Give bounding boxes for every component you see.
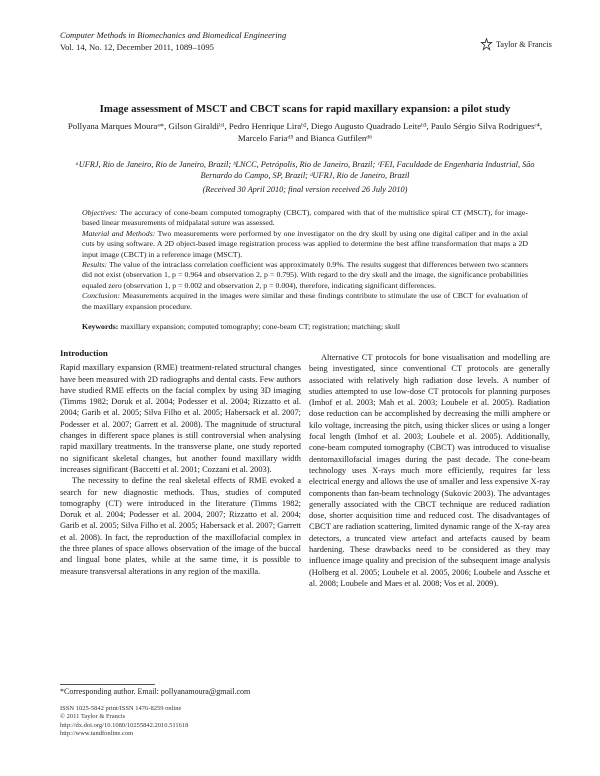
methods-label: Material and Methods: — [82, 228, 156, 238]
publisher-logo — [480, 38, 552, 51]
section-heading-introduction: Introduction — [60, 348, 108, 358]
objectives-label: Objectives: — [82, 208, 118, 217]
results-label: Results: — [82, 260, 108, 270]
journal-issue: Vol. 14, No. 12, December 2011, 1089–1095 — [60, 41, 214, 52]
intro-paragraph-3: Alternative CT protocols for bone visualisation and modelling are being investigated, since conventional CT protocols are generally associated with relatively high radiation dose levels. A number of studies attempted to use low-dose CT protocols for planning purposes (Imhof et al. 2003; Mah et al. 2003; Loubele et al. 2005). Radiation dose reduction can be accomplished by decreasing the milli amphere or kilo voltage, increasing the pitch, using thicker slices or using a longer focal length (Imhof et al. 2003; Loubele et al. 2005). Additionally, cone-beam computed tomography (CBCT) was introduced to visualise dentomaxillofacial images during the past decade. The cone-beam technology uses X-rays much more efficiently, requires far less electrical energy and allows the use of smaller and less expensive X-ray components than fan-beam technology (Sukovic 2003). The advantages generally associated with the CBCT technique are reduced radiation dose, shorter acquisition time and reduced cost. The disadvantages of CBCT are radiation scattering, limited dynamic range of the X-ray area detectors, a truncated view artefact and artefacts caused by beam hardening. These drawbacks need to be considered as they may influence image quality and precision of the subsequent image analysis (Holberg et al. 2005; Loubele et al. 2005, 2006; Loubele and Assche et al. 2008; Loubele and Maes et al. 2008; Vos et al. 2009). — [309, 353, 551, 588]
taylor-francis-logo-icon — [480, 38, 493, 51]
right-column — [309, 352, 550, 589]
abstract-results — [82, 260, 528, 291]
results-text: The value of the intraclass correlation coefficient was approximately 0.9%. The results suggest that differences between two scanners did not exist (observation 1, p = 0.964 and observation 2, p = 0.795). With regard to the dry skull and the image, the significance probabilities equaled zero (observation 1, p = 0.002 and observation 2, p = 0.004), therefore, indicating significant differences. — [82, 260, 528, 290]
keywords-label: Keywords: — [82, 322, 119, 331]
abstract-methods — [82, 229, 528, 260]
left-column — [60, 348, 301, 577]
copyright: © 2011 Taylor & Francis — [60, 713, 126, 721]
journal-name: Computer Methods in Biomechanics and Biomedical Engineering — [60, 30, 287, 40]
objectives-text: The accuracy of cone-beam computed tomography (CBCT), compared with that of the multislice spiral CT (MSCT), for image-based linear measurements of midpalatal suture was assessed. — [82, 208, 528, 228]
conclusion-text: Measurements acquired in the images were similar and these findings contribute to stimulate the use of CBCT for evaluation of the maxillary expansion procedure. — [82, 291, 528, 311]
corresponding-author-footnote: *Corresponding author. Email: pollyanamoura@gmail.com — [60, 687, 251, 696]
author-list: Pollyana Marques Mouraᵃ*, Gilson Giraldiᵇ¹, Pedro Henrique Liraᵇ², Diego Augusto Quadrado Leiteᵇ³, Paulo Sérgio Silva Rodriguesᶜ⁴, Marcelo Fariaᵈ⁵ and Bianca Gutfilenᵈ⁶ — [67, 121, 543, 144]
publication-meta — [60, 705, 188, 738]
intro-paragraph-1: Rapid maxillary expansion (RME) treatment-related structural changes have been measured with 2D radiographs and dental casts. Few authors have studied RME effects on the facial complex by using 3D imaging (Timms 1982; Doruk et al. 2004; Podesser et al. 2004; Rizzatto et al. 2004; Garib et al. 2005; Silva Filho et al. 2005; Habersack et al. 2007; Podesser et al. 2007; Garrett et al. 2008). The magnitude of structural changes in different space planes is still controversial when analysing rapid maxillary treatments. In the transverse plane, one study reported no significant skeletal changes, but another found maxillary width increases significant (Baccetti et al. 2001; Cozzani et al. 2003). — [60, 363, 301, 474]
abstract-objectives — [82, 208, 528, 229]
affiliations: ᵃUFRJ, Rio de Janeiro, Rio de Janeiro, Brazil; ᵇLNCC, Petrópolis, Rio de Janeiro, Brazil; ᶜFEI, Faculdade de Engenharia Industrial, São Bernardo do Campo, SP, Brazil; ᵈUFRJ, Rio de Janeiro, Brazil — [75, 160, 535, 181]
abstract — [82, 208, 528, 312]
keywords-text: maxillary expansion; computed tomography; cone-beam CT; registration; matching; skull — [118, 322, 401, 331]
intro-paragraph-2: The necessity to define the real skeletal effects of RME evoked a search for new diagnostic methods. Thus, studies of computed tomography (CT) were introduced in the literature (Timms 1982; Doruk et al. 2004; Podesser et al. 2004, 2007; Rizzatto et al. 2004; Garib et al. 2005; Silva Filho et al. 2005; Habersack et al. 2007; Garrett et al. 2008). In fact, the reproduction of the maxillofacial complex in the three planes of space allows observation of the image of the buccal and lingual bone plates, while at the same time, it is possible to measure transversal alterations in any region of the maxilla. — [60, 476, 301, 576]
publisher-name: Taylor & Francis — [496, 40, 552, 49]
publisher-url-link[interactable]: http://www.tandfonline.com — [60, 729, 134, 737]
conclusion-label: Conclusion: — [82, 291, 121, 301]
issn: ISSN 1025-5842 print/ISSN 1476-8259 online — [60, 705, 182, 712]
paper-title: Image assessment of MSCT and CBCT scans for rapid maxillary expansion: a pilot study — [99, 103, 511, 115]
keywords — [82, 322, 528, 332]
footnote-divider — [60, 684, 155, 685]
doi-link[interactable]: http://dx.doi.org/10.1080/10255842.2010.511618 — [60, 721, 189, 729]
received-dates: (Received 30 April 2010; final version received 26 July 2010) — [202, 185, 408, 194]
abstract-conclusion — [82, 291, 528, 312]
methods-text: Two measurements were performed by one investigator on the dry skull by using one digital caliper and in the axial cuts by using software. A 2D object-based image registration process was applied to determine the best affine transformation that maps a 2D input image (CBCT) in a reference image (MSCT). — [82, 228, 529, 259]
journal-header — [60, 30, 286, 53]
